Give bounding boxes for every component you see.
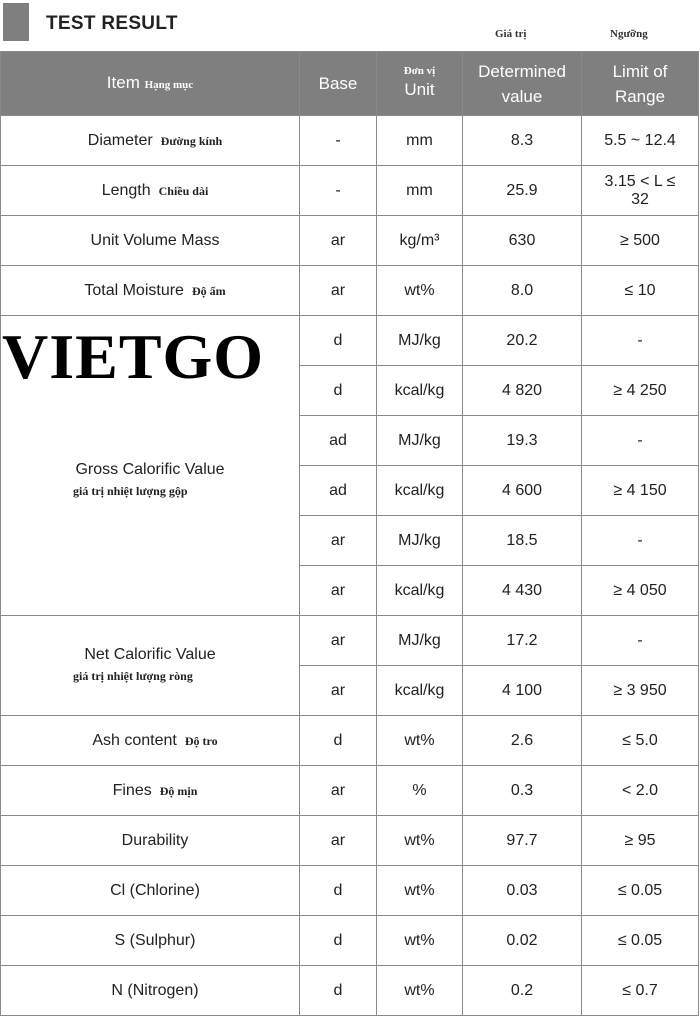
cell-value: 18.5	[463, 516, 582, 566]
cell-limit: ≤ 5.0	[582, 716, 699, 766]
cell-unit: MJ/kg	[377, 616, 463, 666]
row-label-diameter: Diameter Đường kính	[1, 116, 300, 166]
table-row	[1, 916, 699, 966]
vietgo-watermark: VIETGO	[2, 321, 265, 392]
cell-limit: ≤ 0.05	[582, 866, 699, 916]
col-unit: Đơn vị Unit	[377, 52, 463, 116]
cell-unit: kg/m³	[377, 216, 463, 266]
cell-unit: kcal/kg	[377, 366, 463, 416]
cell-unit: %	[377, 766, 463, 816]
row-label-fines: Fines Độ mịn	[1, 766, 300, 816]
cell-limit: -	[582, 516, 699, 566]
cell-limit: ≤ 10	[582, 266, 699, 316]
cell-limit: 5.5 ~ 12.4	[582, 116, 699, 166]
table-row	[1, 116, 699, 166]
cell-unit: wt%	[377, 266, 463, 316]
cell-base: ar	[300, 516, 377, 566]
cell-base: -	[300, 166, 377, 216]
row-label-gross-calorific-value: Gross Calorific Value giá trị nhiệt lượng gộp	[1, 316, 300, 616]
page-title: TEST RESULT	[46, 13, 178, 34]
table-row	[1, 716, 699, 766]
cell-value: 20.2	[463, 316, 582, 366]
cell-limit: ≥ 3 950	[582, 666, 699, 716]
cell-value: 17.2	[463, 616, 582, 666]
cell-unit: mm	[377, 116, 463, 166]
cell-limit: ≥ 4 150	[582, 466, 699, 516]
cell-base: ad	[300, 466, 377, 516]
cell-limit: -	[582, 316, 699, 366]
cell-base: ar	[300, 766, 377, 816]
row-label-unit-volume-mass: Unit Volume Mass	[1, 216, 300, 266]
cell-limit: -	[582, 416, 699, 466]
cell-value: 0.3	[463, 766, 582, 816]
cell-unit: MJ/kg	[377, 316, 463, 366]
col-base: Base	[300, 52, 377, 116]
cell-value: 4 600	[463, 466, 582, 516]
table-row	[1, 216, 699, 266]
table-header-row	[1, 52, 699, 116]
cell-value: 97.7	[463, 816, 582, 866]
cell-base: ar	[300, 816, 377, 866]
cell-value: 630	[463, 216, 582, 266]
cell-base: ar	[300, 566, 377, 616]
cell-limit: -	[582, 616, 699, 666]
col-limit-of-range: Limit of Range	[582, 52, 699, 116]
row-label-total-moisture: Total Moisture Độ ẩm	[1, 266, 300, 316]
row-label-ash-content: Ash content Độ tro	[1, 716, 300, 766]
cell-base: d	[300, 716, 377, 766]
vn-threshold-label: Ngưỡng	[610, 28, 648, 40]
cell-value: 4 430	[463, 566, 582, 616]
table-row	[1, 766, 699, 816]
row-label-durability: Durability	[1, 816, 300, 866]
cell-base: d	[300, 866, 377, 916]
test-result-table	[0, 51, 699, 1016]
cell-limit: < 2.0	[582, 766, 699, 816]
cell-unit: kcal/kg	[377, 666, 463, 716]
cell-base: ar	[300, 616, 377, 666]
col-item: Item Hạng mục	[1, 52, 300, 116]
row-label-length: Length Chiều dài	[1, 166, 300, 216]
cell-value: 2.6	[463, 716, 582, 766]
cell-base: ar	[300, 266, 377, 316]
cell-value: 0.02	[463, 916, 582, 966]
cell-base: ar	[300, 216, 377, 266]
cell-limit: ≤ 0.7	[582, 966, 699, 1016]
cell-value: 4 820	[463, 366, 582, 416]
cell-limit: ≤ 0.05	[582, 916, 699, 966]
table-row	[1, 166, 699, 216]
cell-value: 4 100	[463, 666, 582, 716]
cell-value: 8.3	[463, 116, 582, 166]
table-row	[1, 616, 699, 666]
cell-limit: ≥ 95	[582, 816, 699, 866]
cell-base: d	[300, 916, 377, 966]
table-row	[1, 866, 699, 916]
cell-base: ad	[300, 416, 377, 466]
table-row	[1, 266, 699, 316]
cell-unit: wt%	[377, 916, 463, 966]
cell-limit: 3.15 < L ≤ 32	[582, 166, 699, 216]
cell-unit: wt%	[377, 816, 463, 866]
row-label-nitrogen: N (Nitrogen)	[1, 966, 300, 1016]
cell-value: 25.9	[463, 166, 582, 216]
cell-unit: wt%	[377, 716, 463, 766]
cell-value: 0.2	[463, 966, 582, 1016]
cell-value: 8.0	[463, 266, 582, 316]
col-determined-value: Determined value	[463, 52, 582, 116]
cell-unit: wt%	[377, 966, 463, 1016]
cell-unit: MJ/kg	[377, 416, 463, 466]
cell-base: d	[300, 366, 377, 416]
row-label-chlorine: Cl (Chlorine)	[1, 866, 300, 916]
cell-limit: ≥ 500	[582, 216, 699, 266]
cell-base: d	[300, 966, 377, 1016]
cell-unit: kcal/kg	[377, 566, 463, 616]
cell-unit: mm	[377, 166, 463, 216]
cell-unit: kcal/kg	[377, 466, 463, 516]
row-label-sulphur: S (Sulphur)	[1, 916, 300, 966]
cell-limit: ≥ 4 250	[582, 366, 699, 416]
title-marker	[3, 3, 29, 41]
cell-value: 19.3	[463, 416, 582, 466]
cell-base: ar	[300, 666, 377, 716]
cell-limit: ≥ 4 050	[582, 566, 699, 616]
cell-unit: MJ/kg	[377, 516, 463, 566]
table-row	[1, 816, 699, 866]
vn-value-label: Giá trị	[495, 28, 527, 40]
cell-base: d	[300, 316, 377, 366]
row-label-net-calorific-value: Net Calorific Value giá trị nhiệt lượng ròng	[1, 616, 300, 716]
cell-unit: wt%	[377, 866, 463, 916]
cell-value: 0.03	[463, 866, 582, 916]
table-row	[1, 966, 699, 1016]
cell-base: -	[300, 116, 377, 166]
